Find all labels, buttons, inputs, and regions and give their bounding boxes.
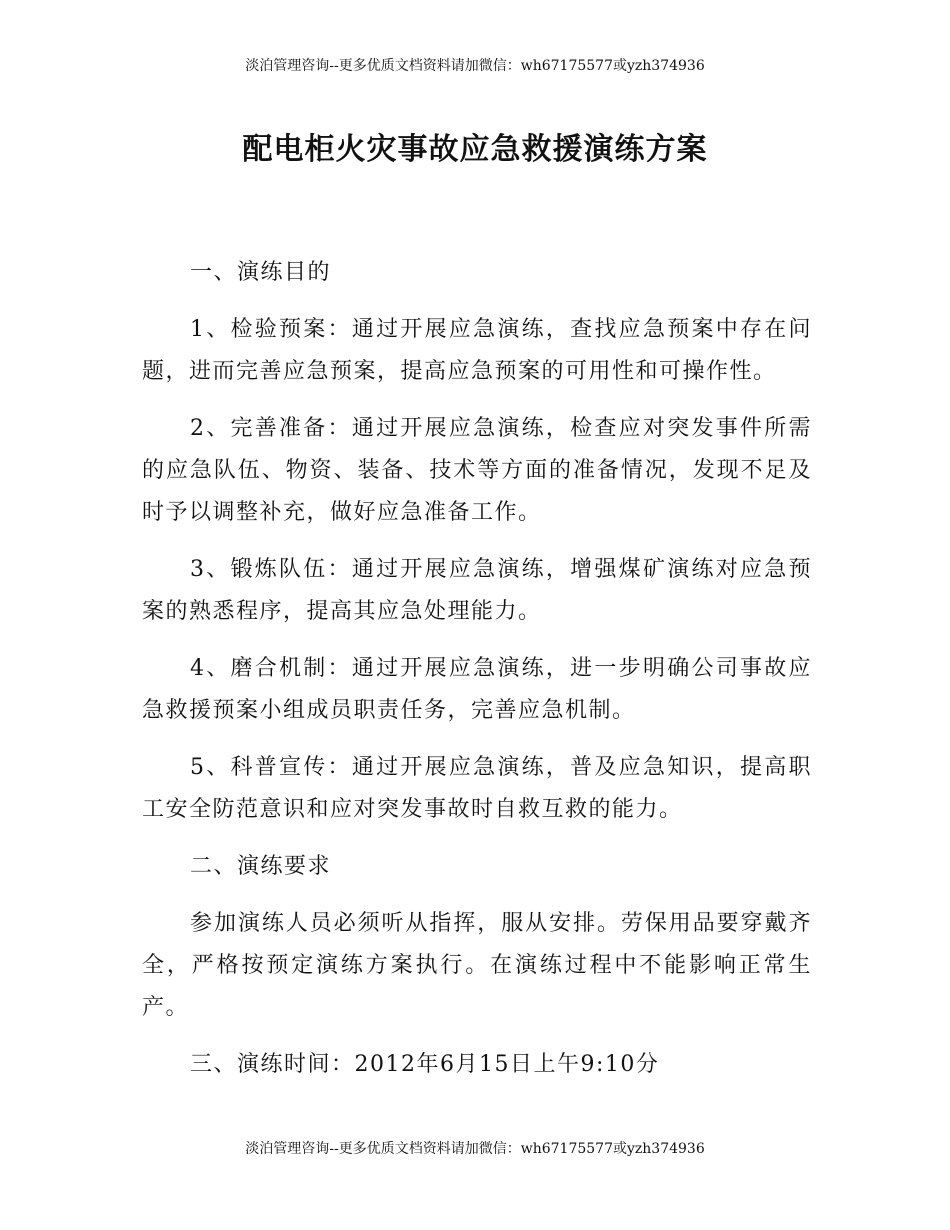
page-footer: 淡泊管理咨询--更多优质文档资料请加微信：wh67175577或yzh374936	[245, 1141, 705, 1157]
section-heading-requirements: 二、演练要求	[190, 854, 332, 879]
page-header: 淡泊管理咨询--更多优质文档资料请加微信：wh67175577或yzh374936	[245, 58, 705, 74]
section-heading-time: 三、演练时间：2012年6月15日上午9:10分	[190, 1052, 660, 1077]
paragraph-train-team: 3、锻炼队伍：通过开展应急演练，增强煤矿演练对应急预案的熟悉程序，提高其应急处理能力。	[142, 557, 812, 624]
document-body	[142, 252, 812, 1101]
section-heading-purpose: 一、演练目的	[190, 260, 332, 285]
paragraph-improve-preparation: 2、完善准备：通过开展应急演练，检查应对突发事件所需的应急队伍、物资、装备、技术等方面的准备情况，发现不足及时予以调整补充，做好应急准备工作。	[142, 416, 812, 525]
paragraph-requirements: 参加演练人员必须听从指挥，服从安排。劳保用品要穿戴齐全，严格按预定演练方案执行。在演练过程中不能影响正常生产。	[142, 911, 812, 1020]
paragraph-mechanism: 4、磨合机制：通过开展应急演练，进一步明确公司事故应急救援预案小组成员职责任务，完善应急机制。	[142, 656, 812, 723]
paragraph-verify-plan: 1、检验预案：通过开展应急演练，查找应急预案中存在问题，进而完善应急预案，提高应急预案的可用性和可操作性。	[142, 317, 812, 384]
paragraph-publicity: 5、科普宣传：通过开展应急演练，普及应急知识，提高职工安全防范意识和应对突发事故时自救互救的能力。	[142, 755, 812, 822]
document-title: 配电柜火灾事故应急救援演练方案	[242, 132, 708, 167]
